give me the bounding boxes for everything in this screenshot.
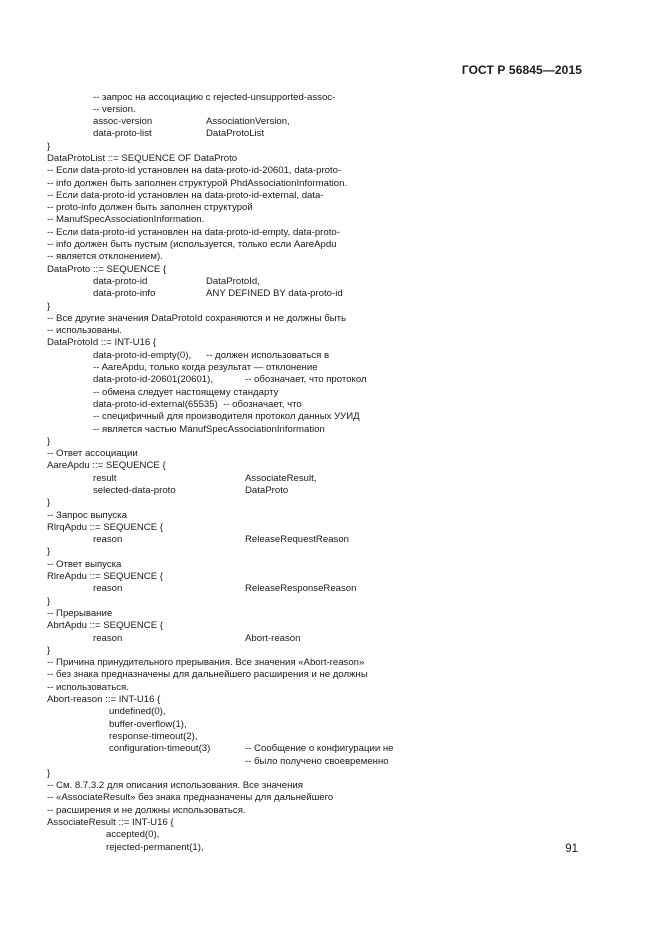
- code-line: [47, 657, 607, 669]
- code-line: [47, 92, 607, 104]
- code-line-text: data-proto-id-empty(0),: [93, 349, 192, 361]
- code-line-text: }: [47, 767, 51, 779]
- code-line-text: -- Если data-proto-id установлен на data-proto-id-empty, data-proto-: [47, 226, 340, 238]
- code-line-text: assoc-version: [93, 116, 153, 128]
- code-line-text: data-proto-id: [93, 275, 148, 287]
- code-line-text: -- расширения и не должны использоваться.: [47, 804, 246, 816]
- code-line: [47, 276, 607, 288]
- code-line: [47, 374, 607, 386]
- code-line: [47, 350, 607, 362]
- code-line-text: -- Если data-proto-id установлен на data-proto-id-external, data-: [47, 189, 324, 201]
- code-line-text: -- Все другие значения DataProtoId сохраняются и не должны быть: [47, 312, 346, 324]
- code-line-column-2: ReleaseResponseReason: [245, 583, 357, 595]
- code-line: [47, 768, 607, 780]
- code-line-text: accepted(0),: [106, 829, 160, 841]
- code-line: [47, 805, 607, 817]
- code-line: [47, 214, 607, 226]
- code-line-text: rejected-permanent(1),: [106, 841, 204, 853]
- code-line-text: DataProto ::= SEQUENCE {: [47, 263, 167, 275]
- code-line-column-2: DataProtoList: [206, 128, 265, 140]
- code-line-text: -- было получено своевременно: [245, 755, 389, 767]
- code-line: [47, 288, 607, 300]
- code-line-text: -- обмена следует настоящему стандарту: [93, 386, 279, 398]
- code-line-text: -- Причина принудительного прерывания. Все значения «Abort-reason»: [47, 657, 365, 669]
- code-line-text: -- запрос на ассоциацию с rejected-unsupported-assoc-: [93, 91, 336, 103]
- code-line-column-2: -- Сообщение о конфигурации не: [245, 743, 394, 755]
- code-line: [47, 473, 607, 485]
- code-line: [47, 829, 607, 841]
- page-number: 91: [565, 843, 578, 855]
- code-line: [47, 141, 607, 153]
- code-line-text: response-timeout(2),: [109, 730, 198, 742]
- code-line-text: -- Прерывание: [47, 607, 113, 619]
- code-line: [47, 842, 607, 854]
- code-line: [47, 792, 607, 804]
- asn1-code-listing: [47, 92, 607, 854]
- code-line-text: AbrtApdu ::= SEQUENCE {: [47, 620, 163, 632]
- code-line-column-2: DataProtoId,: [206, 275, 260, 287]
- code-line: [47, 264, 607, 276]
- code-line: [47, 436, 607, 448]
- code-line-text: -- Ответ выпуска: [47, 558, 122, 570]
- code-line: [47, 460, 607, 472]
- code-line: [47, 608, 607, 620]
- code-line: [47, 485, 607, 497]
- code-line-text: reason: [93, 583, 123, 595]
- code-line: [47, 780, 607, 792]
- code-line-text: reason: [93, 632, 123, 644]
- code-line-text: data-proto-info: [93, 288, 156, 300]
- code-line-text: -- «AssociateResult» без знака предназначены для дальнейшего: [47, 792, 334, 804]
- code-line: [47, 817, 607, 829]
- code-line-column-2: Abort-reason: [245, 632, 301, 644]
- code-line: [47, 116, 607, 128]
- code-line-text: AareApdu ::= SEQUENCE {: [47, 460, 166, 472]
- code-line: [47, 497, 607, 509]
- code-line: [47, 178, 607, 190]
- code-line-text: RlrqApdu ::= SEQUENCE {: [47, 521, 163, 533]
- code-line-text: }: [47, 546, 51, 558]
- code-line-text: -- version.: [93, 103, 136, 115]
- code-line: [47, 583, 607, 595]
- code-line-text: configuration-timeout(3): [109, 743, 211, 755]
- code-line-column-2: -- должен использоваться в: [206, 349, 330, 361]
- code-line-text: DataProtoList ::= SEQUENCE OF DataProto: [47, 152, 238, 164]
- code-line: [47, 534, 607, 546]
- code-line: [47, 239, 607, 251]
- code-line: [47, 682, 607, 694]
- code-line-column-2: ANY DEFINED BY data-proto-id: [206, 288, 343, 300]
- code-line-text: }: [47, 300, 51, 312]
- code-line: [47, 227, 607, 239]
- code-line-text: Abort-reason ::= INT-U16 {: [47, 694, 161, 706]
- code-line-text: }: [47, 140, 51, 152]
- code-line: [47, 522, 607, 534]
- code-line-text: data-proto-list: [93, 128, 152, 140]
- code-line: [47, 448, 607, 460]
- code-line: [47, 719, 607, 731]
- code-line: [47, 694, 607, 706]
- code-line: [47, 743, 607, 755]
- code-line-text: -- AareApdu, только когда результат — отклонение: [93, 362, 318, 374]
- code-line-text: buffer-overflow(1),: [109, 718, 187, 730]
- code-line-text: -- proto-info должен быть заполнен структурой: [47, 202, 253, 214]
- code-line-text: DataProtoId ::= INT-U16 {: [47, 337, 157, 349]
- code-line-text: -- является частью ManufSpecAssociationInformation: [93, 423, 325, 435]
- code-line-column-2: ReleaseRequestReason: [245, 534, 349, 546]
- code-line: [47, 362, 607, 374]
- code-line: [47, 190, 607, 202]
- code-line-text: -- использоваться.: [47, 681, 129, 693]
- code-line: [47, 104, 607, 116]
- code-line-text: -- info должен быть заполнен структурой PhdAssociationInformation.: [47, 177, 348, 189]
- code-line: [47, 301, 607, 313]
- code-line: [47, 669, 607, 681]
- code-line-text: RlreApdu ::= SEQUENCE {: [47, 571, 163, 583]
- code-line: [47, 510, 607, 522]
- code-line-text: }: [47, 497, 51, 509]
- code-line: [47, 251, 607, 263]
- code-line: [47, 620, 607, 632]
- code-line-text: -- info должен быть пустым (используется, только если AareApdu: [47, 239, 337, 251]
- code-line: [47, 153, 607, 165]
- code-line-text: -- специфичный для производителя протокол данных УУИД: [93, 411, 360, 423]
- code-line-text: -- без знака предназначены для дальнейшего расширения и не должны: [47, 669, 368, 681]
- code-line: [47, 633, 607, 645]
- code-line: [47, 756, 607, 768]
- page-header-title: ГОСТ Р 56845—2015: [461, 63, 582, 77]
- code-line-text: selected-data-proto: [93, 485, 176, 496]
- code-line-text: }: [47, 595, 51, 607]
- code-line: [47, 571, 607, 583]
- code-line-text: -- См. 8.7.3.2 для описания использования. Все значения: [47, 780, 303, 792]
- code-line: [47, 411, 607, 423]
- code-line-text: -- Ответ ассоциации: [47, 448, 138, 460]
- code-line-text: -- Запрос выпуска: [47, 509, 127, 521]
- code-line: [47, 165, 607, 177]
- code-line-text: -- ManufSpecAssociationInformation.: [47, 214, 205, 226]
- code-line-text: }: [47, 435, 51, 447]
- code-line-text: undefined(0),: [109, 706, 166, 718]
- code-line-text: data-proto-id-external(65535) -- обозначает, что: [93, 398, 302, 410]
- code-line-text: -- является отклонением).: [47, 251, 163, 263]
- code-line-text: -- Если data-proto-id установлен на data-proto-id-20601, data-proto-: [47, 165, 342, 177]
- code-line: [47, 202, 607, 214]
- code-line: [47, 313, 607, 325]
- code-line-column-2: -- обозначает, что протокол: [245, 374, 367, 386]
- code-line-text: reason: [93, 534, 123, 546]
- code-line-text: result: [93, 472, 117, 484]
- code-line: [47, 731, 607, 743]
- code-line: [47, 546, 607, 558]
- code-line-column-2: DataProto: [245, 485, 289, 496]
- code-line: [47, 387, 607, 399]
- code-line: [47, 128, 607, 140]
- code-line: [47, 559, 607, 571]
- code-line: [47, 325, 607, 337]
- code-line: [47, 399, 607, 411]
- code-line: [47, 424, 607, 436]
- code-line: [47, 645, 607, 657]
- code-line-column-2: AssociationVersion,: [206, 116, 290, 128]
- code-line-text: AssociateResult ::= INT-U16 {: [47, 817, 174, 829]
- code-line-text: }: [47, 644, 51, 656]
- code-line-text: -- использованы.: [47, 325, 122, 337]
- code-line-text: data-proto-id-20601(20601),: [93, 374, 214, 386]
- code-line: [47, 337, 607, 349]
- code-line: [47, 706, 607, 718]
- code-line: [47, 596, 607, 608]
- code-line-column-2: AssociateResult,: [245, 472, 317, 484]
